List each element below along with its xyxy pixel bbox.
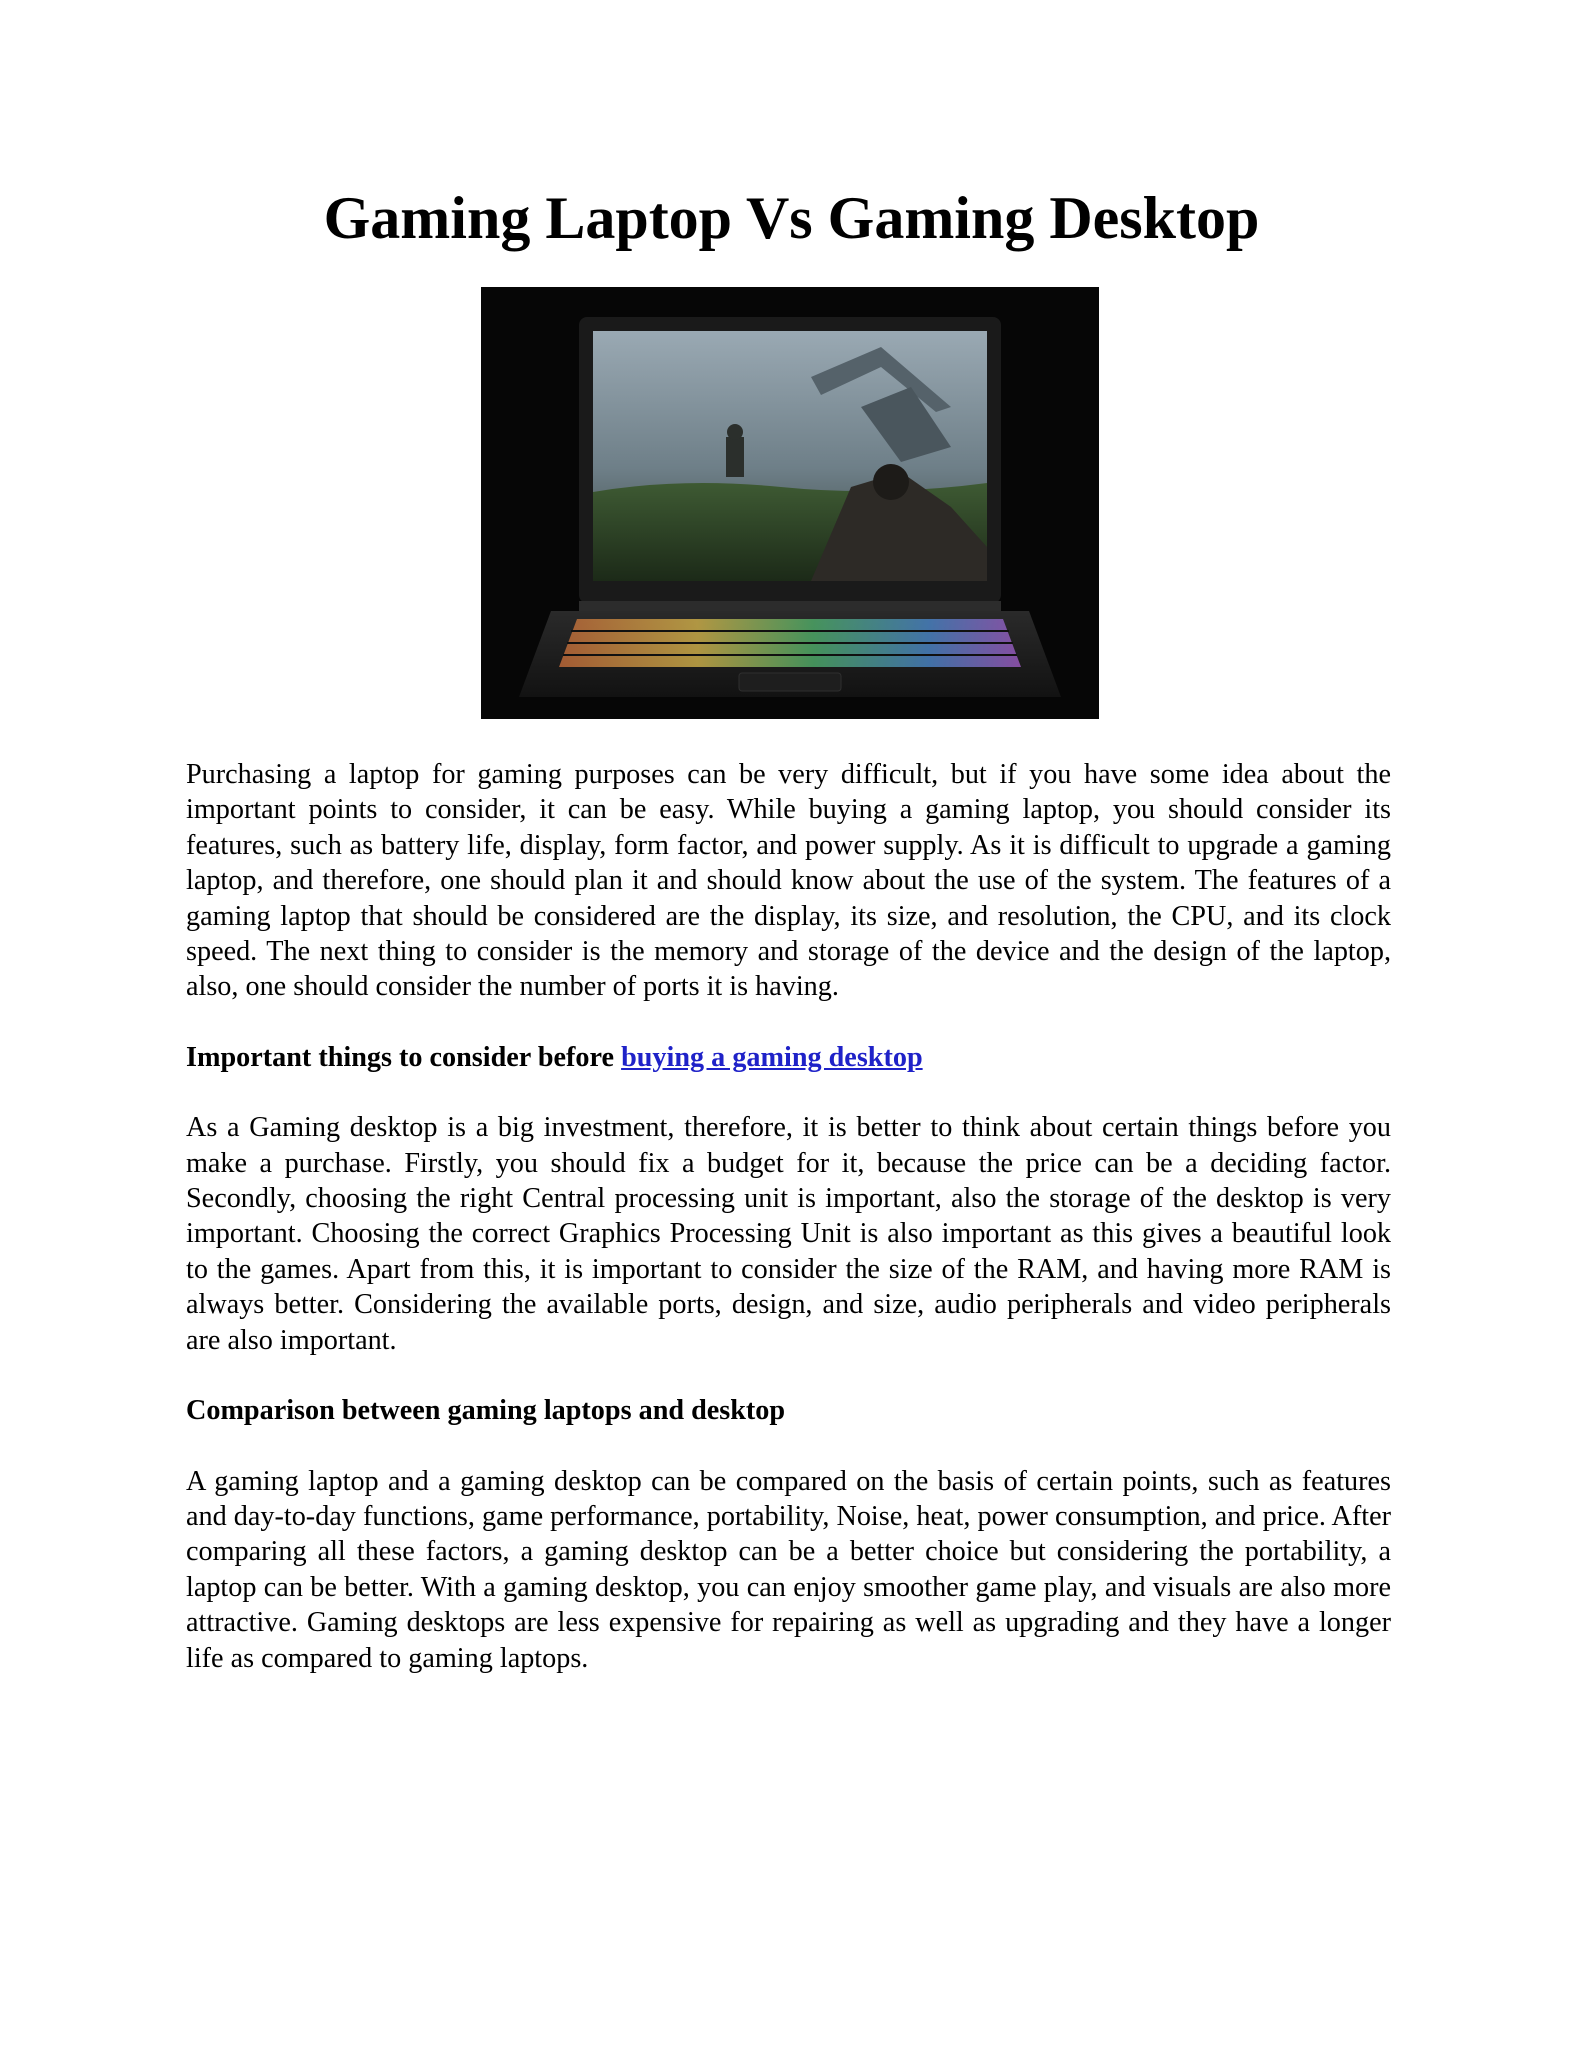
section-heading-comparison: Comparison between gaming laptops and desktop bbox=[186, 1395, 786, 1427]
buying-paragraph: As a Gaming desktop is a big investment, therefore, it is better to think about certain things before you make a purchase. Firstly, you should fix a budget for it, because the price can be a deciding factor. Secondly, choosing the right Central processing unit is important, also the storage of the desktop is very important. Choosing the correct Graphics Processing Unit is also important as this gives a beautiful look to the games. Apart from this, it is important to consider the size of the RAM, and having more RAM is always better. Considering the available ports, design, and size, audio peripherals and video peripherals are also important. bbox=[186, 1112, 1391, 1356]
laptop-illustration bbox=[481, 287, 1099, 719]
comparison-paragraph: A gaming laptop and a gaming desktop can be compared on the basis of certain points, such as features and day-to-day functions, game performance, portability, Noise, heat, power consumption, and price. After comparing all these factors, a gaming desktop can be a better choice but considering the portability, a laptop can be better. With a gaming desktop, you can enjoy smoother game play, and visuals are also more attractive. Gaming desktops are less expensive for repairing as well as upgrading and they have a longer life as compared to gaming laptops. bbox=[186, 1465, 1391, 1674]
section-heading-text: Important things to consider before bbox=[186, 1041, 622, 1073]
gaming-laptop-image bbox=[481, 287, 1099, 719]
article-body bbox=[186, 757, 1391, 1676]
section-heading-buying bbox=[186, 1040, 1391, 1075]
page-title: Gaming Laptop Vs Gaming Desktop bbox=[323, 185, 1260, 251]
intro-paragraph: Purchasing a laptop for gaming purposes can be very difficult, but if you have some idea about the important points to consider, it can be easy. While buying a gaming laptop, you should consider its features, such as battery life, display, form factor, and power supply. As it is difficult to upgrade a gaming laptop, and therefore, one should plan it and should know about the use of the system. The features of a gaming laptop that should be considered are the display, its size, and resolution, the CPU, and its clock speed. The next thing to consider is the memory and storage of the device and the design of the laptop, also, one should consider the number of ports it is having. bbox=[186, 759, 1391, 1003]
buying-gaming-desktop-link[interactable]: buying a gaming desktop bbox=[621, 1041, 923, 1073]
